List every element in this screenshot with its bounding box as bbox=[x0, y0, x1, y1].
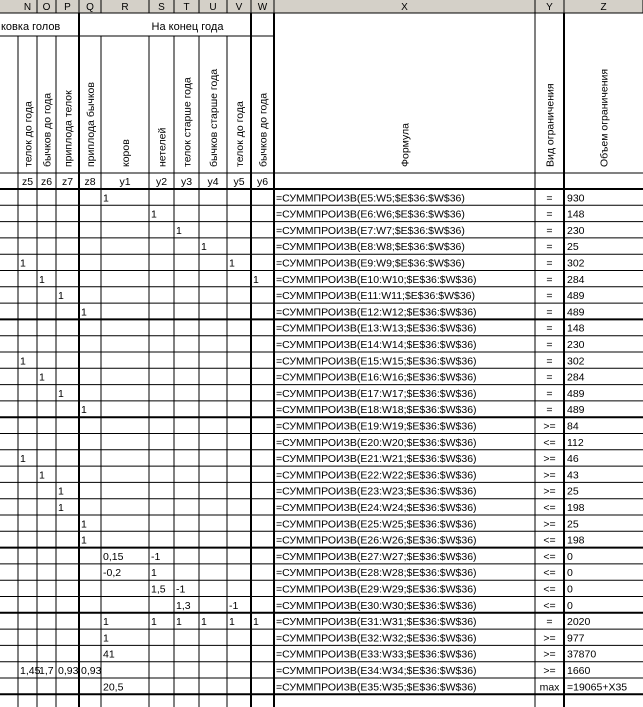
constraint-volume-cell: 0 bbox=[567, 567, 573, 580]
cell-value: -1 bbox=[176, 583, 186, 596]
table-row bbox=[103, 192, 585, 204]
cell-value: 1 bbox=[58, 485, 64, 498]
formula-cell: =СУММПРОИЗВ(E14:W14;$E$36:$W$36) bbox=[276, 339, 477, 351]
formula-cell: =СУММПРОИЗВ(E35:W35;$E$36:$W$36) bbox=[276, 681, 477, 694]
constraint-volume-cell: 43 bbox=[567, 469, 579, 482]
constraint-type-cell: = bbox=[546, 306, 553, 319]
table-row bbox=[58, 502, 585, 514]
constraint-volume-cell: 37870 bbox=[567, 648, 597, 661]
constraint-volume-cell: 2020 bbox=[567, 616, 591, 629]
column-letter: N bbox=[23, 2, 32, 13]
constraint-volume-cell: 930 bbox=[567, 192, 585, 205]
constraint-volume-cell: 230 bbox=[567, 224, 585, 237]
formula-cell: =СУММПРОИЗВ(E5:W5;$E$36:$W$36) bbox=[276, 192, 465, 205]
cell-value: 1 bbox=[39, 371, 45, 384]
cell-value: 1,45 bbox=[20, 665, 41, 677]
table-row bbox=[81, 535, 585, 547]
constraint-type-cell: <= bbox=[543, 599, 556, 612]
formula-cell: =СУММПРОИЗВ(E23:W23;$E$36:$W$36) bbox=[276, 485, 477, 498]
constraint-volume-cell: 0 bbox=[567, 583, 573, 596]
cell-value: -0,2 bbox=[103, 567, 122, 580]
column-letter: Y bbox=[546, 2, 553, 13]
formula-cell: =СУММПРОИЗВ(E11:W11;$E$36:$W$36) bbox=[276, 290, 475, 303]
constraint-type-cell: = bbox=[546, 404, 553, 417]
constraint-volume-cell: 25 bbox=[567, 518, 579, 531]
table-row bbox=[276, 421, 579, 433]
variable-label: y4 bbox=[207, 176, 219, 188]
cell-value: 1 bbox=[58, 290, 64, 303]
table-row bbox=[58, 388, 585, 400]
constraint-volume-cell: 302 bbox=[567, 355, 585, 368]
table-row bbox=[20, 665, 591, 677]
column-letter: R bbox=[121, 2, 129, 13]
constraint-type-cell: = bbox=[546, 322, 553, 335]
cell-value: 1 bbox=[81, 306, 87, 319]
cell-value: 1 bbox=[81, 404, 87, 417]
formula-cell: =СУММПРОИЗВ(E24:W24;$E$36:$W$36) bbox=[276, 502, 477, 514]
constraint-type-cell: max bbox=[539, 681, 560, 694]
cell-value: 1 bbox=[58, 502, 64, 514]
cell-value: 1 bbox=[151, 567, 157, 580]
variable-label: z7 bbox=[61, 176, 74, 188]
vertical-header: Формула bbox=[399, 123, 412, 167]
table-row bbox=[39, 274, 585, 286]
constraint-type-cell: = bbox=[546, 208, 553, 221]
column-letter: S bbox=[158, 2, 165, 13]
cell-value: 1 bbox=[229, 257, 235, 270]
table-row bbox=[276, 437, 584, 449]
column-letter: U bbox=[209, 2, 217, 13]
column-letter: T bbox=[183, 2, 190, 13]
cell-value: 1,5 bbox=[151, 583, 166, 596]
constraint-type-cell: >= bbox=[543, 632, 556, 645]
constraint-volume-cell: 112 bbox=[567, 436, 584, 449]
variable-label: z5 bbox=[21, 176, 34, 188]
table-row bbox=[39, 372, 585, 384]
constraint-type-cell: = bbox=[546, 339, 553, 351]
column-letter: V bbox=[235, 2, 243, 13]
vertical-header: Объем ограничения bbox=[598, 68, 611, 167]
cell-value: 1,3 bbox=[176, 599, 191, 612]
constraint-volume-cell: 25 bbox=[567, 241, 579, 254]
formula-cell: =СУММПРОИЗВ(E27:W27;$E$36:$W$36) bbox=[276, 550, 477, 563]
table-row bbox=[151, 584, 573, 596]
constraint-type-cell: = bbox=[546, 387, 553, 400]
variable-label: z8 bbox=[84, 176, 96, 188]
column-letter: Z bbox=[600, 2, 607, 13]
cell-value: 1 bbox=[151, 208, 157, 221]
constraint-type-cell: <= bbox=[543, 567, 556, 580]
constraint-type-cell: = bbox=[546, 290, 553, 303]
constraint-volume-cell: 198 bbox=[567, 534, 585, 547]
constraint-volume-cell: 0 bbox=[567, 599, 573, 612]
constraint-type-cell: = bbox=[546, 224, 553, 237]
constraint-volume-cell: 977 bbox=[567, 632, 585, 645]
cell-value: 1 bbox=[103, 632, 109, 645]
constraint-type-cell: = bbox=[546, 257, 553, 270]
cell-value: 20,5 bbox=[103, 681, 124, 694]
constraint-volume-cell: 148 bbox=[567, 208, 585, 221]
cell-value: 1 bbox=[176, 616, 182, 629]
table-row bbox=[103, 649, 596, 661]
constraint-type-cell: >= bbox=[543, 648, 556, 661]
formula-cell: =СУММПРОИЗВ(E34:W34;$E$36:$W$36) bbox=[276, 665, 477, 677]
table-row bbox=[276, 323, 585, 335]
constraint-volume-cell: 284 bbox=[567, 371, 585, 384]
cell-value: 1 bbox=[58, 387, 64, 400]
table-row bbox=[39, 469, 579, 481]
group-header-left: ковка голов bbox=[1, 21, 61, 33]
cell-value: -1 bbox=[229, 599, 239, 612]
constraint-type-cell: = bbox=[546, 273, 553, 286]
vertical-header: бычков до года bbox=[257, 92, 270, 167]
constraint-type-cell: >= bbox=[543, 665, 556, 677]
constraint-type-cell: >= bbox=[543, 420, 556, 433]
constraint-volume-cell: 230 bbox=[567, 339, 585, 351]
vertical-header: телок старше года bbox=[181, 77, 194, 167]
table-row bbox=[20, 453, 579, 465]
constraint-type-cell: = bbox=[546, 192, 553, 205]
table-row bbox=[81, 404, 585, 416]
cell-value: 1 bbox=[229, 616, 235, 629]
constraint-volume-cell: 302 bbox=[567, 257, 585, 270]
cell-value: 1 bbox=[81, 518, 87, 531]
cell-value: 0,15 bbox=[103, 550, 124, 563]
formula-cell: =СУММПРОИЗВ(E17:W17;$E$36:$W$36) bbox=[276, 387, 477, 400]
formula-cell: =СУММПРОИЗВ(E30:W30;$E$36:$W$36) bbox=[276, 599, 477, 612]
vertical-header: бычков старше года bbox=[208, 68, 220, 167]
cell-value: 1 bbox=[176, 224, 182, 237]
cell-value: 1 bbox=[201, 241, 207, 254]
formula-cell: =СУММПРОИЗВ(E25:W25;$E$36:$W$36) bbox=[276, 518, 477, 531]
constraint-volume-cell: 46 bbox=[567, 453, 579, 466]
cell-value: 1 bbox=[151, 616, 157, 629]
table-row bbox=[81, 518, 579, 530]
table-row bbox=[103, 632, 585, 644]
vertical-header: нетелей bbox=[156, 127, 169, 167]
cell-value: -1 bbox=[151, 550, 161, 563]
vertical-header: приплода бычков bbox=[85, 82, 97, 167]
cell-value: 1 bbox=[39, 273, 45, 286]
formula-cell: =СУММПРОИЗВ(E16:W16;$E$36:$W$36) bbox=[276, 371, 477, 384]
variable-label: y1 bbox=[119, 176, 131, 188]
vertical-header: приплода телок bbox=[62, 90, 75, 167]
cell-value: 1 bbox=[253, 273, 259, 286]
vertical-header: бычков до года bbox=[41, 92, 54, 167]
constraint-volume-cell: 489 bbox=[567, 290, 585, 303]
constraint-volume-cell: 489 bbox=[567, 387, 585, 400]
constraint-volume-cell: 148 bbox=[567, 322, 585, 335]
column-letter: W bbox=[257, 2, 268, 13]
cell-value: 41 bbox=[103, 648, 115, 661]
table-row bbox=[176, 600, 573, 612]
constraint-type-cell: = bbox=[546, 355, 553, 368]
cell-value: 1 bbox=[20, 355, 26, 368]
column-letter: O bbox=[42, 2, 51, 13]
group-header-right: На конец года bbox=[151, 21, 224, 33]
cell-value: 1 bbox=[103, 616, 109, 629]
constraint-volume-cell: 84 bbox=[567, 420, 579, 433]
constraint-volume-cell: 25 bbox=[567, 485, 579, 498]
constraint-volume-cell: 198 bbox=[567, 502, 585, 514]
variable-label: y5 bbox=[233, 176, 245, 188]
constraint-type-cell: <= bbox=[543, 583, 556, 596]
formula-cell: =СУММПРОИЗВ(E9:W9;$E$36:$W$36) bbox=[276, 257, 465, 270]
column-letter: X bbox=[401, 2, 408, 13]
formula-cell: =СУММПРОИЗВ(E21:W21;$E$36:$W$36) bbox=[276, 453, 477, 466]
column-letter: Q bbox=[86, 2, 94, 13]
table-row bbox=[276, 339, 585, 351]
constraint-type-cell: = bbox=[546, 241, 553, 254]
constraint-type-cell: >= bbox=[543, 518, 556, 531]
variable-label: y2 bbox=[155, 176, 168, 188]
table-row bbox=[201, 241, 579, 253]
variable-label: y3 bbox=[180, 176, 193, 188]
cell-value: 1 bbox=[20, 257, 26, 270]
vertical-header: коров bbox=[120, 139, 132, 167]
constraint-type-cell: <= bbox=[543, 436, 556, 449]
constraint-type-cell: >= bbox=[543, 469, 556, 482]
formula-cell: =СУММПРОИЗВ(E6:W6;$E$36:$W$36) bbox=[276, 208, 465, 221]
constraint-type-cell: <= bbox=[543, 534, 556, 547]
formula-cell: =СУММПРОИЗВ(E18:W18;$E$36:$W$36) bbox=[276, 404, 477, 417]
constraint-volume-cell: 489 bbox=[567, 306, 585, 319]
formula-cell: =СУММПРОИЗВ(E10:W10;$E$36:$W$36) bbox=[276, 273, 477, 286]
cell-value: 1 bbox=[20, 453, 26, 466]
constraint-volume-cell: 284 bbox=[567, 273, 585, 286]
formula-cell: =СУММПРОИЗВ(E19:W19;$E$36:$W$36) bbox=[276, 420, 477, 433]
table-row bbox=[58, 290, 585, 302]
table-row bbox=[81, 306, 585, 318]
constraint-volume-cell: 489 bbox=[567, 404, 585, 417]
table-row bbox=[20, 258, 585, 270]
constraint-type-cell: >= bbox=[543, 485, 556, 498]
cell-value: 0,93 bbox=[81, 665, 102, 677]
cell-value: 1 bbox=[103, 192, 109, 205]
formula-cell: =СУММПРОИЗВ(E8:W8;$E$36:$W$36) bbox=[276, 241, 465, 254]
variable-label: z6 bbox=[40, 176, 53, 188]
table-row bbox=[58, 486, 579, 498]
cell-value: 1 bbox=[253, 616, 259, 629]
formula-cell: =СУММПРОИЗВ(E12:W12;$E$36:$W$36) bbox=[276, 306, 477, 319]
cell-value: 1 bbox=[201, 616, 207, 629]
formula-cell: =СУММПРОИЗВ(E32:W32;$E$36:$W$36) bbox=[276, 632, 477, 645]
vertical-header: телок до года bbox=[234, 101, 246, 167]
table-row bbox=[176, 225, 585, 237]
constraint-volume-cell: 0 bbox=[567, 550, 573, 563]
cell-value: 1 bbox=[81, 534, 87, 547]
cell-value: 1 bbox=[39, 469, 45, 482]
constraint-type-cell: = bbox=[546, 371, 553, 384]
formula-cell: =СУММПРОИЗВ(E7:W7;$E$36:$W$36) bbox=[276, 224, 465, 237]
constraint-type-cell: <= bbox=[543, 502, 556, 514]
cell-value: 1,7 bbox=[39, 665, 54, 677]
constraint-type-cell: <= bbox=[543, 550, 556, 563]
table-row bbox=[20, 355, 585, 367]
formula-cell: =СУММПРОИЗВ(E28:W28;$E$36:$W$36) bbox=[276, 567, 477, 580]
formula-cell: =СУММПРОИЗВ(E22:W22;$E$36:$W$36) bbox=[276, 469, 477, 482]
constraint-type-cell: = bbox=[546, 616, 553, 629]
table-row bbox=[103, 616, 591, 628]
vertical-header: телок до года bbox=[22, 101, 35, 167]
constraint-type-cell: >= bbox=[543, 453, 556, 466]
cell-value: 0,93 bbox=[58, 665, 79, 677]
column-letter: P bbox=[64, 2, 71, 13]
formula-cell: =СУММПРОИЗВ(E26:W26;$E$36:$W$36) bbox=[276, 534, 477, 547]
constraint-volume-cell: 1660 bbox=[567, 665, 591, 677]
formula-cell: =СУММПРОИЗВ(E20:W20;$E$36:$W$36) bbox=[276, 436, 477, 449]
table-row bbox=[151, 209, 585, 221]
formula-cell: =СУММПРОИЗВ(E31:W31;$E$36:$W$36) bbox=[276, 616, 477, 629]
formula-cell: =СУММПРОИЗВ(E29:W29;$E$36:$W$36) bbox=[276, 583, 477, 596]
constraint-volume-cell: =19065+X35 bbox=[567, 681, 628, 694]
formula-cell: =СУММПРОИЗВ(E13:W13;$E$36:$W$36) bbox=[276, 322, 477, 335]
variable-label: y6 bbox=[256, 176, 269, 188]
formula-cell: =СУММПРОИЗВ(E33:W33;$E$36:$W$36) bbox=[276, 648, 477, 661]
vertical-header: Вид ограничения bbox=[544, 83, 557, 167]
formula-cell: =СУММПРОИЗВ(E15:W15;$E$36:$W$36) bbox=[276, 355, 477, 368]
table-row bbox=[103, 681, 627, 693]
